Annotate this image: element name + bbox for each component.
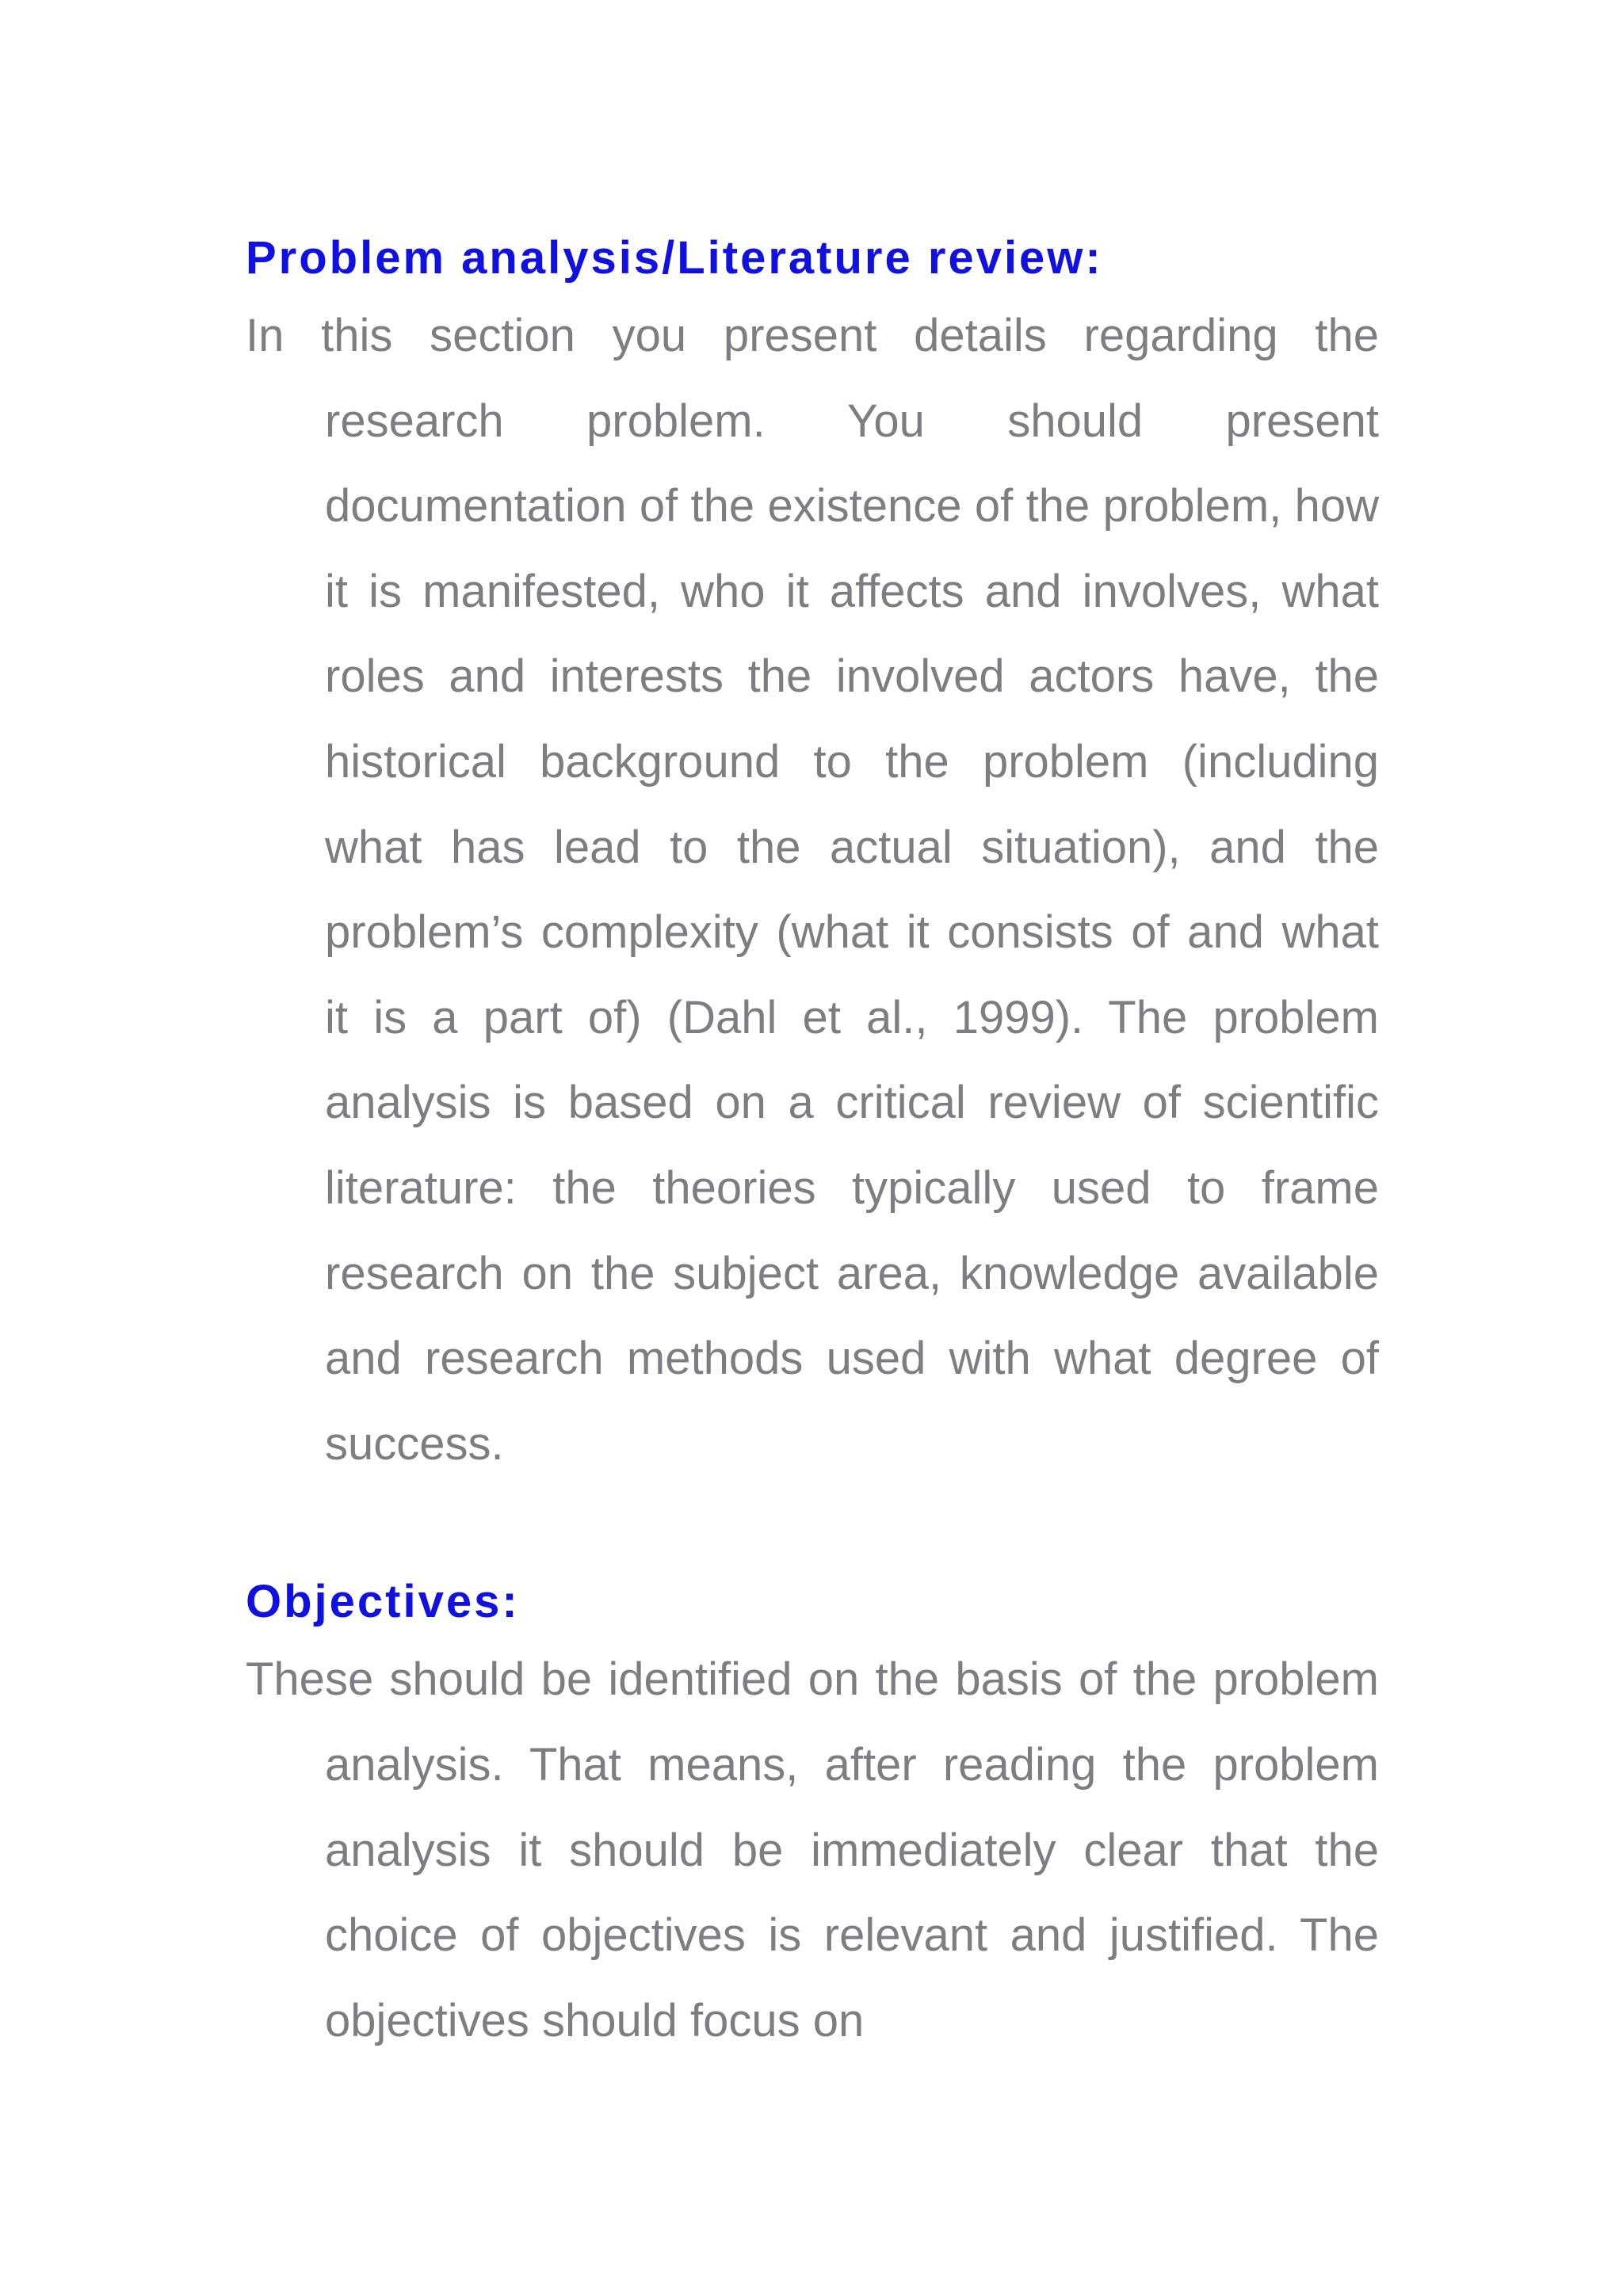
section-body-objectives: These should be identified on the basis of the problem analysis. That means, after reading the problem analysis it should be immediately clear that the choice of objectives is relevant and justified. The objectives should focus on xyxy=(246,1653,1379,2046)
section-spacer xyxy=(246,1486,1379,1567)
section-heading-problem-analysis: Problem analysis/Literature review: xyxy=(246,232,1103,284)
section-body-problem-analysis: In this section you present details regarding the research problem. You should present documentation of the existence of the problem, how it is manifested, who it affects and involves, what roles and interests the involved actors have, the historical background to the problem (including what has lead to the actual situation), and the problem’s complexity (what it consists of and what it is a part of) (Dahl et al., 1999). The problem analysis is based on a critical review of scientific literature: the theories typically used to frame research on the subject area, knowledge available and research methods used with what degree of success. xyxy=(246,310,1379,1470)
section-heading-objectives: Objectives: xyxy=(246,1576,520,1628)
document-page xyxy=(246,223,1379,2063)
